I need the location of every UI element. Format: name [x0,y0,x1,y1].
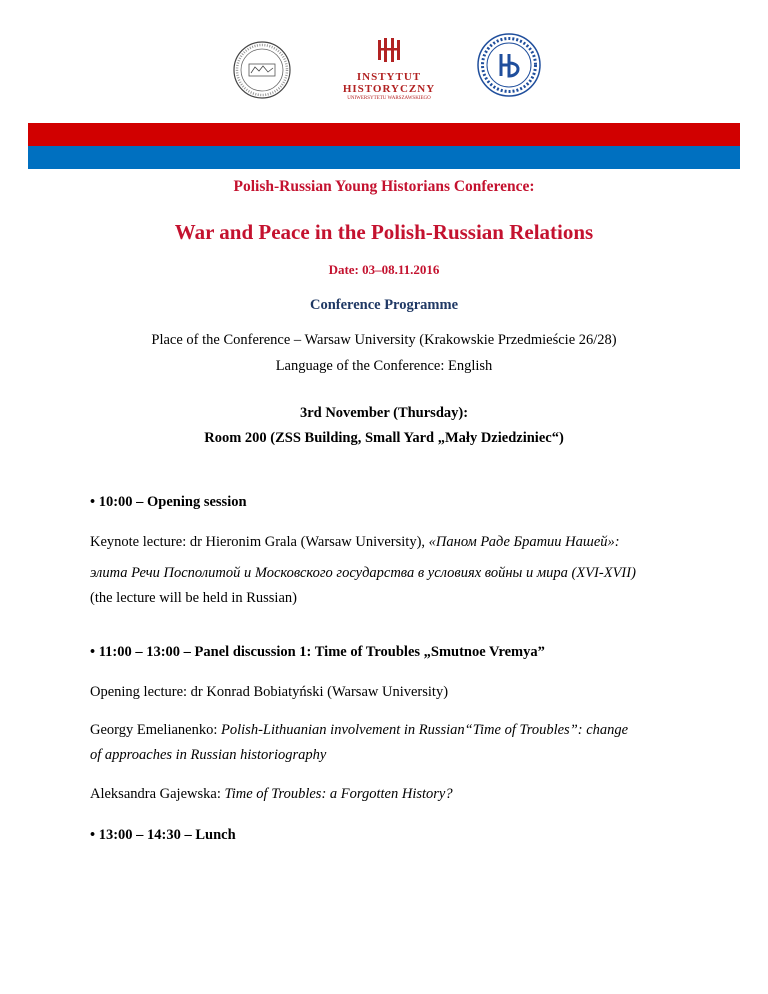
day-room: Room 200 (ZSS Building, Small Yard „Mały Dziedziniec“) [204,430,564,446]
keynote-title-2: элита Речи Посполитой и Московского государства в условиях войны и мира (XVI-XVII) [90,565,636,581]
conference-language: Language of the Conference: English [275,358,493,374]
conference-name: Polish-Russian Young Historians Conference: [233,178,535,195]
logo-line3: UNIWERSYTETU WARSZAWSKIEGO [347,96,431,101]
red-band [28,123,740,146]
talk-gajewska [90,782,690,807]
panel-discussion-heading: • 11:00 – 13:00 – Panel discussion 1: Time of Troubles „Smutnoe Vremya” [90,644,545,660]
talk1-title-1: Polish-Lithuanian involvement in Russian“Time of Troubles”: change [221,722,629,738]
institute-emblem-icon [374,36,404,66]
logo-line1: INSTYTUT [356,71,422,83]
programme-heading: Conference Programme [309,297,459,313]
lunch-heading: • 13:00 – 14:30 – Lunch [90,827,236,843]
association-seal-logo [232,40,292,100]
talk2-title: Time of Troubles: a Forgotten History? [224,786,453,802]
conference-title: War and Peace in the Polish-Russian Relations [174,220,594,244]
keynote-note: (the lecture will be held in Russian) [90,590,297,606]
keynote-lecture [90,530,690,611]
instytut-historyczny-logo [334,36,444,106]
talk1-title-2: of approaches in Russian historiography [90,747,327,763]
talk1-line-1 [90,718,690,743]
talk2-speaker: Aleksandra Gajewska: [90,786,225,802]
talk-emelianenko [90,718,690,768]
conference-date: Date: 03–08.11.2016 [328,262,440,277]
talk1-speaker: Georgy Emelianenko: [90,722,222,738]
day-date: 3rd November (Thursday): [299,405,469,421]
place-of-conference: Place of the Conference – Warsaw University (Krakowskie Przedmieście 26/28) [151,332,617,348]
opening-lecture: Opening lecture: dr Konrad Bobiatyński (Warsaw University) [90,684,449,700]
session-opening-heading: • 10:00 – Opening session [90,494,247,510]
logo-line2: HISTORYCZNY [342,83,436,95]
blue-band [28,146,740,169]
keynote-prefix: Keynote lecture: dr Hieronim Grala (Warsaw University), [90,534,429,550]
keynote-line-1 [90,530,690,555]
logo-row [0,30,768,102]
hse-university-logo [476,32,542,98]
keynote-title-1: «Паном Раде Братии Нашей»: [428,534,620,550]
